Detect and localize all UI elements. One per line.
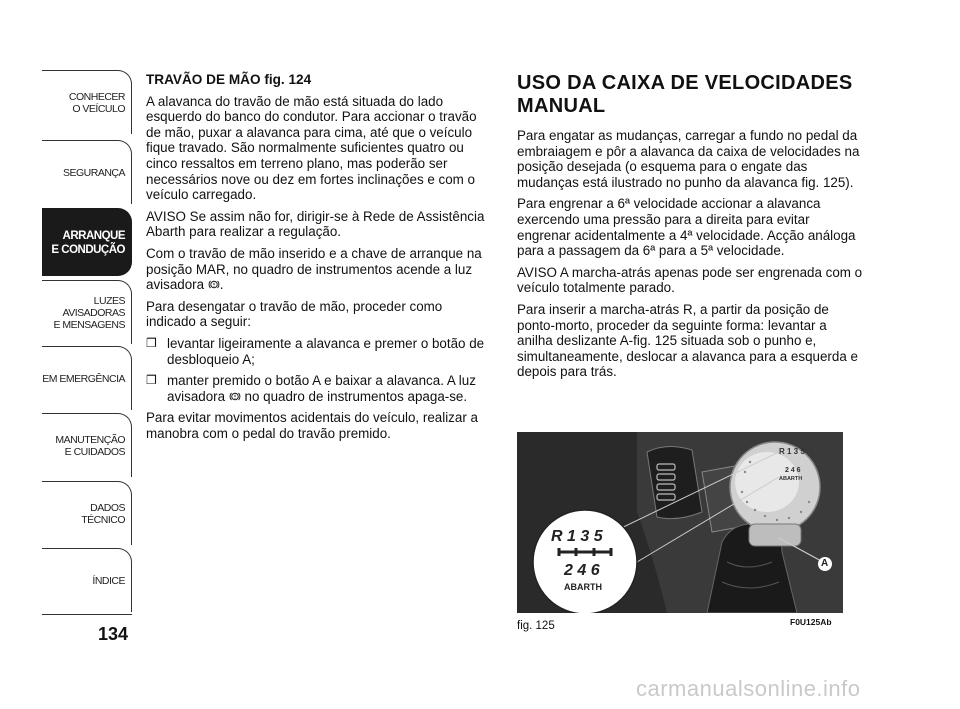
tab-indice[interactable]: ÍNDICE bbox=[42, 548, 132, 612]
tab-conhecer-o-veiculo[interactable]: CONHECER O VEÍCULO bbox=[42, 70, 132, 134]
brand-label: ABARTH bbox=[564, 582, 602, 592]
paragraph: AVISO Se assim não for, dirigir-se à Rede de Assistência Abarth para realizar a regulação. bbox=[146, 208, 485, 240]
sidebar-divider bbox=[42, 614, 132, 615]
paragraph: Com o travão de mão inserido e a chave de arranque na posição MAR, no quadro de instrumentos acende a luz avisadora . bbox=[146, 245, 482, 293]
bullet-box-icon: ❒ bbox=[146, 373, 157, 388]
paragraph: A alavanca do travão de mão está situada do lado esquerdo do banco do condutor. Para accionar o travão de mão, puxar a alavanca para cima, até que o veículo fique travado. São normalmente suficientes quatro ou cinco ressaltos em terreno plano, mas poderão ser necessários nove ou dez em fortes inclinações e com o veículo carregado. bbox=[146, 93, 477, 203]
gear-lever-figure bbox=[517, 432, 843, 613]
right-column bbox=[517, 72, 865, 386]
paragraph: Para engatar as mudanças, carregar a fundo no pedal da embraiagem e pôr a alavanca da caixa de velocidades na posição desejada (o esquema para o engate das mudanças está ilustrado no punho da alavanca fig. 125). bbox=[517, 128, 860, 190]
brake-warning-icon bbox=[229, 391, 241, 402]
paragraph: Para desengatar o travão de mão, proceder como indicado a seguir: bbox=[146, 298, 443, 330]
svg-text:R 1 3 5: R 1 3 5 bbox=[779, 447, 805, 456]
svg-text:2 4 6: 2 4 6 bbox=[785, 467, 801, 474]
list-item: ❒ levantar ligeiramente a alavanca e premer o botão de desbloqueio A; bbox=[146, 335, 485, 367]
paragraph: Para inserir a marcha-atrás R, a partir da posição de ponto-morto, proceder da seguinte forma: levantar a anilha deslizante A-fig. 125 situada sob o punho e, simultaneamente, deslocar a alavanca para a esquerda e depois para trás. bbox=[517, 301, 858, 380]
tab-seguranca[interactable]: SEGURANÇA bbox=[42, 140, 132, 204]
left-column bbox=[146, 72, 492, 447]
paragraph: AVISO A marcha-atrás apenas pode ser engrenada com o veículo totalmente parado. bbox=[517, 264, 863, 296]
brake-warning-icon bbox=[208, 279, 220, 290]
gear-pattern-top: R 1 3 5 bbox=[551, 528, 603, 545]
tab-luzes-avisadoras[interactable]: LUZES AVISADORAS E MENSAGENS bbox=[42, 280, 132, 344]
tab-dados-tecnico[interactable]: DADOS TÉCNICO bbox=[42, 481, 132, 545]
tab-em-emergencia[interactable]: EM EMERGÊNCIA bbox=[42, 346, 132, 410]
paragraph: Para engrenar a 6ª velocidade accionar a alavanca exercendo uma pressão para a direita para evitar engrenar acidentalmente a 4ª velocidade. Acção análoga para a passagem da 6ª para a 5ª velocidade. bbox=[517, 196, 856, 259]
paragraph: Para evitar movimentos acidentais do veículo, realizar a manobra com o pedal do travão premido. bbox=[146, 410, 478, 441]
gear-pattern-bottom: 2 4 6 bbox=[564, 562, 600, 579]
tab-manutencao-e-cuidados[interactable]: MANUTENÇÃO E CUIDADOS bbox=[42, 413, 132, 477]
watermark: carmanualsonline.info bbox=[636, 676, 861, 701]
bullet-box-icon: ❒ bbox=[146, 335, 157, 350]
figure-code: F0U125Ab bbox=[790, 617, 832, 627]
svg-text:ABARTH: ABARTH bbox=[779, 476, 803, 482]
section-heading-gearbox: USO DA CAIXA DE VELOCIDADES MANUAL bbox=[517, 72, 853, 117]
section-heading-handbrake: TRAVÃO DE MÃO fig. 124 bbox=[146, 72, 312, 87]
tab-arranque-e-conducao[interactable]: ARRANQUE E CONDUÇÃO bbox=[42, 208, 132, 276]
list-item: ❒ manter premido o botão A e baixar a alavanca. A luz avisadora no quadro de instrumentos apaga-se. bbox=[146, 373, 476, 404]
callout-label-a: A bbox=[821, 558, 829, 569]
page-number: 134 bbox=[98, 624, 129, 644]
figure-caption: fig. 125 bbox=[517, 620, 555, 632]
